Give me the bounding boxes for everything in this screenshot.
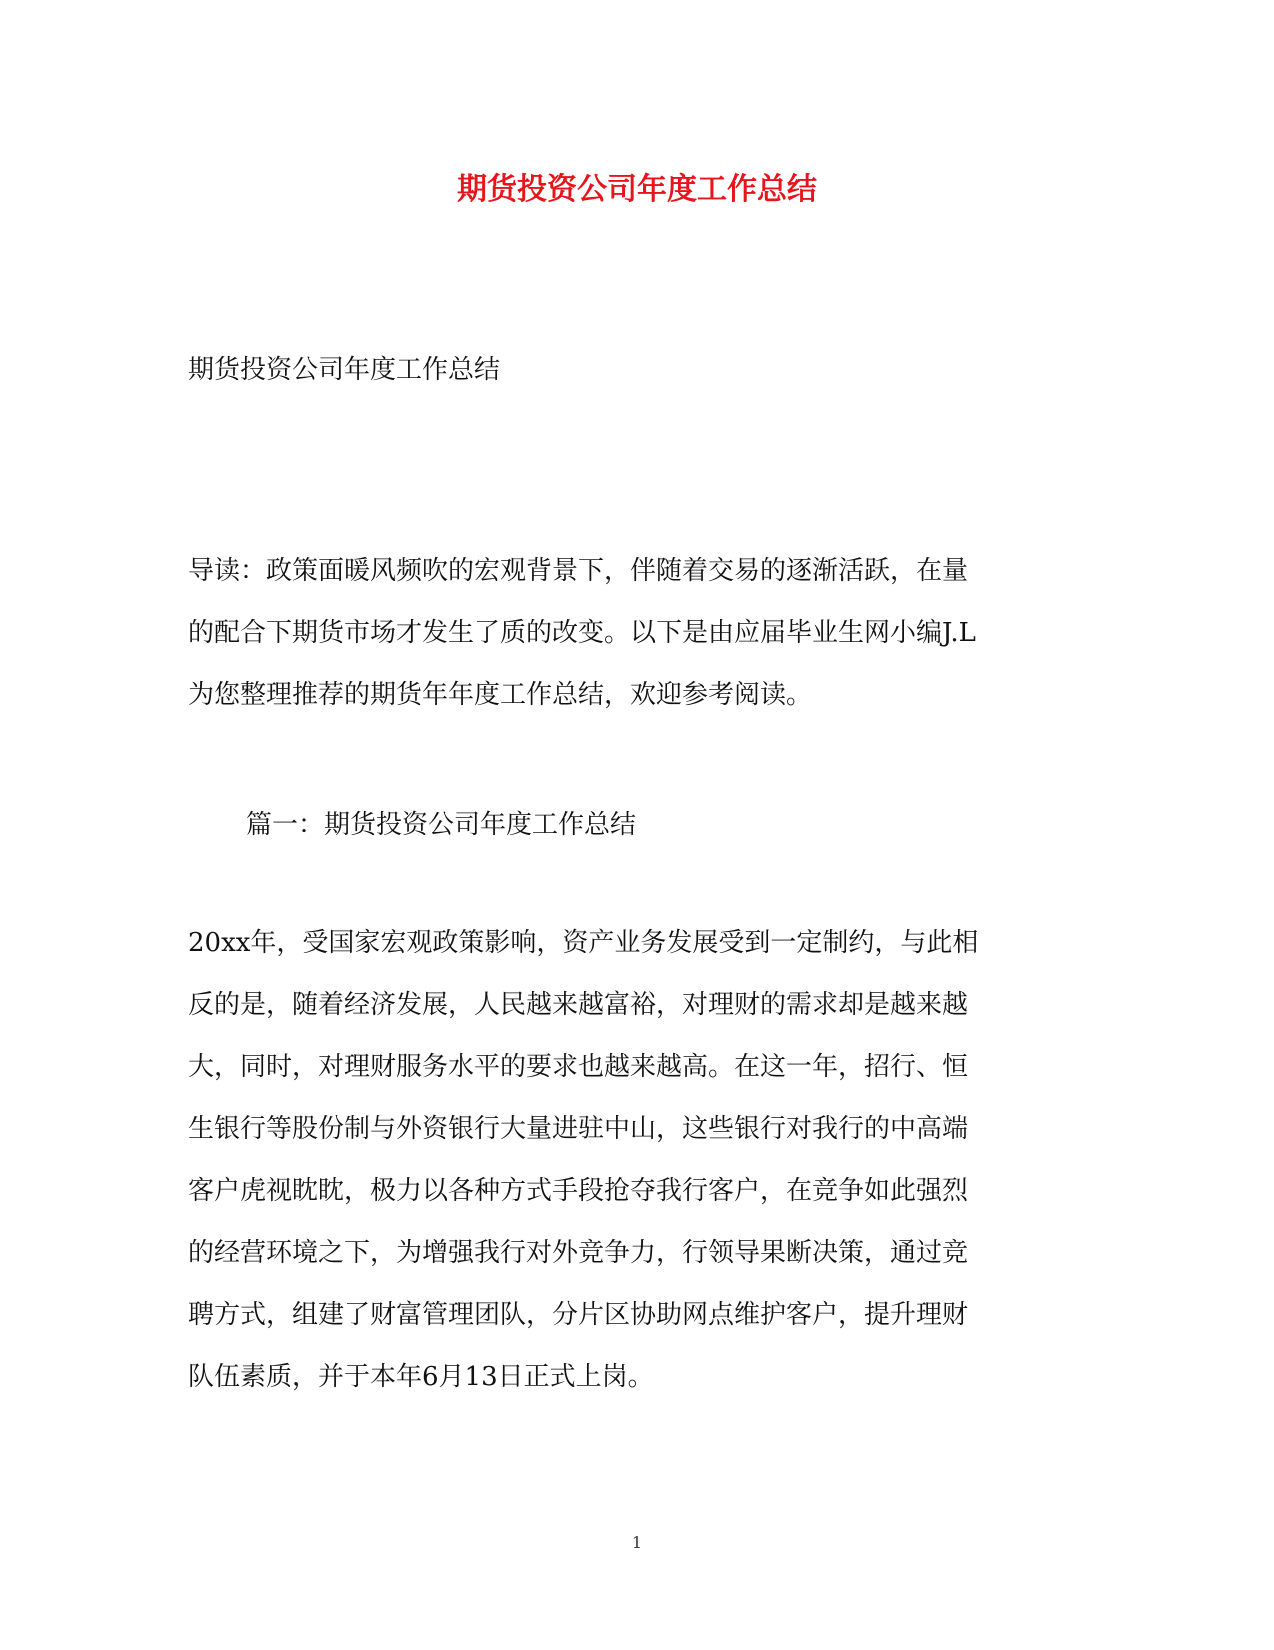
body-line: 客户虎视眈眈，极力以各种方式手段抢夺我行客户，在竞争如此强烈 bbox=[188, 1176, 969, 1206]
body-line: 20xx年，受国家宏观政策影响，资产业务发展受到一定制约，与此相 bbox=[188, 928, 979, 958]
body-line: 反的是，随着经济发展，人民越来越富裕，对理财的需求却是越来越 bbox=[188, 990, 969, 1020]
body-line: 的经营环境之下，为增强我行对外竞争力，行领导果断决策，通过竞 bbox=[188, 1238, 969, 1268]
section-heading: 篇一：期货投资公司年度工作总结 bbox=[246, 810, 637, 840]
page-title: 期货投资公司年度工作总结 bbox=[457, 172, 817, 207]
document-subtitle: 期货投资公司年度工作总结 bbox=[188, 355, 501, 385]
body-line: 聘方式，组建了财富管理团队，分片区协助网点维护客户，提升理财 bbox=[188, 1300, 969, 1330]
page-number: 1 bbox=[631, 1533, 643, 1552]
body-line: 队伍素质，并于本年6月13日正式上岗。 bbox=[188, 1362, 654, 1392]
body-paragraph bbox=[188, 912, 1068, 1408]
intro-line: 的配合下期货市场才发生了质的改变。以下是由应届毕业生网小编J.L bbox=[188, 618, 976, 648]
body-line: 生银行等股份制与外资银行大量进驻中山，这些银行对我行的中高端 bbox=[188, 1114, 969, 1144]
intro-line: 导读：政策面暖风频吹的宏观背景下，伴随着交易的逐渐活跃，在量 bbox=[188, 556, 969, 586]
intro-paragraph bbox=[188, 540, 1068, 726]
body-line: 大，同时，对理财服务水平的要求也越来越高。在这一年，招行、恒 bbox=[188, 1052, 969, 1082]
intro-line: 为您整理推荐的期货年年度工作总结，欢迎参考阅读。 bbox=[188, 680, 813, 710]
